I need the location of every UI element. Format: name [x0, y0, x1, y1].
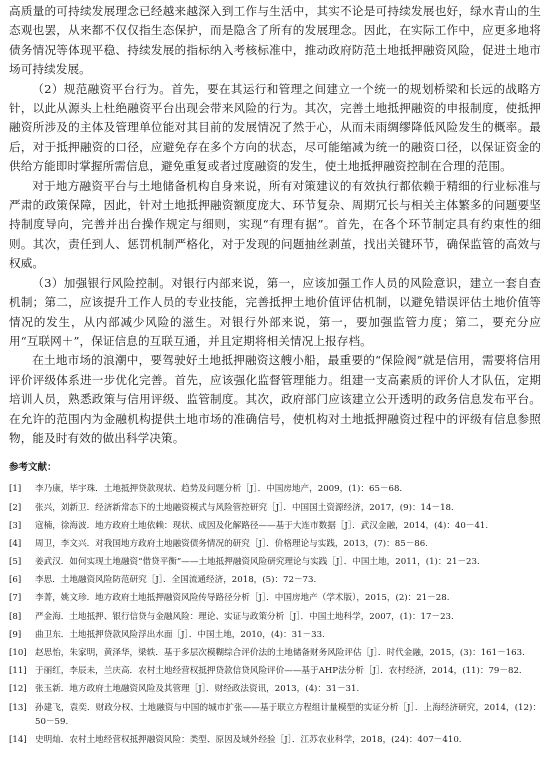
- reference-number: [4]: [9, 538, 22, 549]
- reference-number: [1]: [9, 484, 22, 495]
- reference-item: [9, 682, 541, 696]
- reference-item: [9, 573, 541, 587]
- reference-text: 严金海．土地抵押、银行信贷与金融风险：理论、实证与政策分析［J］．中国土地科学，2007，(1)：17－23.: [35, 611, 454, 622]
- reference-number: [5]: [9, 557, 22, 568]
- reference-number: [11]: [9, 666, 27, 677]
- reference-text: 赵思怡，朱家明，黄泽华，梁轶．基于多层次模糊综合评价法的土地储备财务风险评估［J］．时代金融，2015，(3)：161－163.: [35, 648, 525, 659]
- reference-number: [6]: [9, 575, 22, 586]
- reference-text: 张兴，刘新卫．经济新常态下的土地融资模式与风险管控研究［J］．中国国土资源经济，2017，(9)：14－18.: [35, 502, 454, 513]
- reference-text: 寇楠，徐海波．地方政府土地依赖：现状、成因及化解路径——基于大连市数据［J］．武汉金融，2014，(4)：40－41.: [35, 520, 489, 531]
- reference-list: [9, 482, 541, 746]
- reference-text: 于丽红，李辰未，兰庆高．农村土地经营权抵押贷款信贷风险评价——基于AHP法分析［J］．农村经济，2014，(11)：79－82.: [35, 666, 522, 677]
- reference-number: [12]: [9, 684, 27, 695]
- reference-text: 张玉新．地方政府土地融资风险及其管理［J］．财经政法资讯，2013，(4)：31－31.: [35, 684, 360, 695]
- reference-item: [9, 519, 541, 533]
- reference-item: [9, 482, 541, 496]
- reference-text: 李乃康，毕宇珠．土地抵押贷款现状、趋势及问题分析［J］．中国房地产，2009，(1)：65－68.: [35, 484, 403, 495]
- reference-number: [9]: [9, 629, 22, 640]
- reference-text: 孙建飞，袁奕．财政分权、土地融资与中国的城市扩张——基于联立方程组计量模型的实证分析［J］．上海经济研究，2014，(12)：50－59.: [35, 702, 541, 727]
- paragraph-financing-platform: （2）规范融资平台行为。首先，要在其运行和管理之间建立一个统一的规划桥梁和长远的战略方针，以此从源头上杜绝融资平台出现会带来风险的行为。其次，完善土地抵押融资的申报制度，使抵押融资所涉及的主体及管理单位能对其目前的发展情况了然于心，从而未雨绸缪降低风险发生的概率。最后，对于抵押融资的口径，应避免存在多个方向的状态，尽可能缩减为统一的融资口径，以保证资金的供给方能即时掌握所需信息，避免重复或者过度融资的发生，使土地抵押融资控制在合理的范围。: [9, 81, 541, 174]
- reference-text: 周卫，李文兴．对我国地方政府土地融资债务情况的研究［J］．价格理论与实践，2013，(7)：85－86.: [35, 538, 428, 549]
- references-heading: 参考文献：: [9, 462, 57, 474]
- reference-number: [3]: [9, 520, 22, 531]
- reference-item: [9, 555, 541, 569]
- paragraph-intro: 高质量的可持续发展理念已经越来越深入到工作与生活中，其实不论是可持续发展也好，绿水青山的生态观也罢，从来都不仅仅指生态保护，而是隐含了所有的发展理念。因此，在实际工作中，应更多地将债务情况等体现平稳、持续发展的指标纳入考核标准中，推动政府防范土地抵押融资风险，促进土地市场可持续发展。: [9, 4, 541, 77]
- reference-number: [14]: [9, 734, 27, 745]
- reference-text: 史明灿．农村土地经营权抵押融资风险：类型、原因及域外经验［J］．江苏农业科学，2018，(24)：407－410.: [35, 734, 462, 745]
- reference-item: [9, 628, 541, 642]
- paragraph-credit-rating: 在土地市场的浪潮中，要驾驶好土地抵押融资这艘小船，最重要的“保险阀”就是信用，需要将信用评价评级体系进一步优化完善。首先，应该强化监督管理能力。组建一支高素质的评价人才队伍，定期培训人员，熟悉政策与信用评级、监管制度。其次，政府部门应该建立公开透明的政务信息发布平台。在允许的范围内为金融机构提供土地市场的准确信号，使机构对土地抵押融资过程中的评级有信息参照物，能及时有效的做出科学决策。: [9, 353, 541, 445]
- reference-item: [9, 501, 541, 515]
- paragraph-bank-risk: （3）加强银行风险控制。对银行内部来说，第一，应该加强工作人员的风险意识，建立一套自查机制；第二，应该提升工作人员的专业技能，完善抵押土地价值评估机制，以避免错误评估土地价值等情况的发生，从内部减少风险的滋生。对银行外部来说，第一，要加强监管力度；第二，要充分应用“互联网＋”，保证信息的互联互通，并且定期将相关情况上报存档。: [9, 275, 541, 348]
- reference-text: 李菁，姚文珍．地方政府土地抵押融资风险传导路径分析［J］．中国房地产（学术版），2015，(2)：21－28.: [35, 593, 450, 604]
- reference-text: 姜武汉．如何实现土地融资“借贷平衡”——土地抵押融资风险研究理论与实践［J］．中国土地，2011，(1)：21－23.: [35, 557, 480, 568]
- reference-item: [9, 646, 541, 660]
- reference-number: [8]: [9, 611, 22, 622]
- reference-number: [10]: [9, 648, 27, 659]
- reference-text: 曲卫东．土地抵押贷款风险浮出水面［J］．中国土地，2010，(4)：31－33.: [35, 629, 325, 640]
- reference-text: 李思．土地融资风险防范研究［J］．全国流通经济，2018，(5)：72－73.: [35, 575, 317, 586]
- reference-number: [7]: [9, 593, 22, 604]
- paragraph-regulation: 对于地方融资平台与土地储备机构自身来说，所有对策建议的有效执行都依赖于精细的行业标准与严肃的政策保障，因此，针对土地抵押融资额度庞大、环节复杂、周期冗长与相关主体繁多的问题要坚持制度导向，完善并出台操作规定与细则，实现“有理有据”。首先，在各个环节制定具有约束性的细则。其次，责任到人、惩罚机制严格化，对于发现的问题抽丝剥茧，找出关键环节，确保监管的高效与权威。: [9, 178, 541, 271]
- reference-item: [9, 537, 541, 551]
- reference-number: [2]: [9, 502, 22, 513]
- reference-item: [9, 664, 541, 678]
- reference-item: [9, 591, 541, 605]
- reference-item: [9, 733, 541, 747]
- body-text: [9, 2, 541, 448]
- reference-item: [9, 610, 541, 624]
- reference-number: [13]: [9, 702, 27, 713]
- reference-item: [9, 701, 541, 729]
- paper-page: [9, 2, 541, 751]
